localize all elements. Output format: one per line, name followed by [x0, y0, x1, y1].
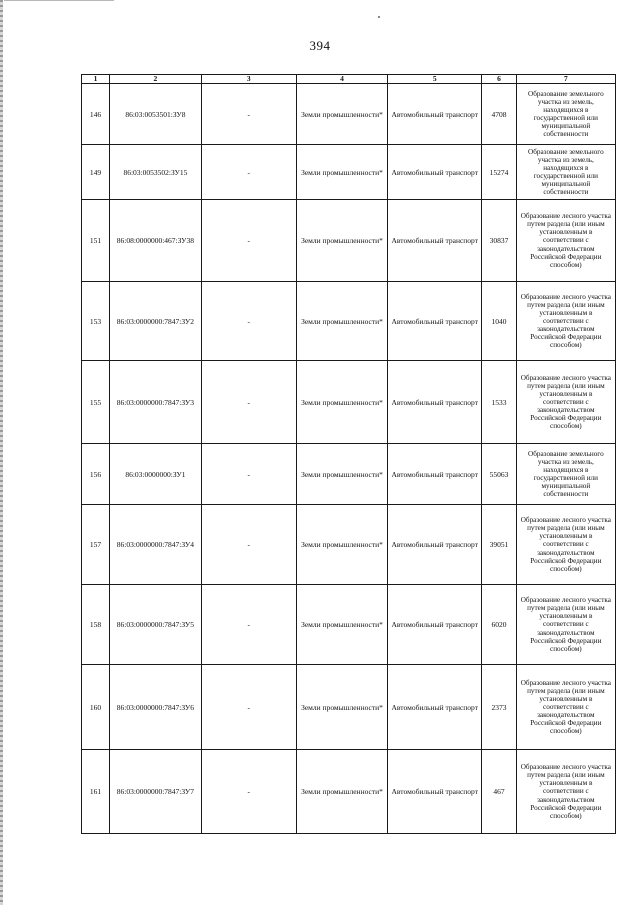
row-number: 153: [82, 282, 110, 361]
row-number: 146: [82, 84, 110, 145]
empty-cell: -: [201, 665, 296, 750]
empty-cell: -: [201, 145, 296, 200]
table-row: [82, 505, 616, 585]
formation-method: Образование лесного участка путем раздела (или иным установленным в соответствии с законодательством Российской Федерации способом): [516, 200, 615, 282]
permitted-use: Автомобильный транспорт: [388, 361, 482, 444]
formation-method: Образование земельного участка из земель, находящихся в государственной или муниципальной собственности: [516, 145, 615, 200]
row-number: 155: [82, 361, 110, 444]
cadastral-number: 86:03:0000000:7847:ЗУ4: [110, 505, 202, 585]
column-header: 2: [110, 75, 202, 84]
plot-area: 2373: [482, 665, 517, 750]
land-category: Земли промышленности*: [296, 84, 388, 145]
cadastral-number: 86:03:0000000:7847:ЗУ6: [110, 665, 202, 750]
permitted-use: Автомобильный транспорт: [388, 665, 482, 750]
cadastral-number: 86:03:0053501:ЗУ8: [110, 84, 202, 145]
row-number: 158: [82, 585, 110, 665]
table-row: [82, 585, 616, 665]
scan-artifact-line: [4, 0, 114, 1]
formation-method: Образование лесного участка путем раздела (или иным установленным в соответствии с законодательством Российской Федерации способом): [516, 505, 615, 585]
land-category: Земли промышленности*: [296, 585, 388, 665]
table-row: [82, 665, 616, 750]
scan-artifact-dot: [378, 16, 380, 18]
land-plot-table: [81, 74, 616, 834]
cadastral-number: 86:03:0053502:ЗУ15: [110, 145, 202, 200]
permitted-use: Автомобильный транспорт: [388, 145, 482, 200]
permitted-use: Автомобильный транспорт: [388, 750, 482, 834]
land-category: Земли промышленности*: [296, 361, 388, 444]
formation-method: Образование лесного участка путем раздела (или иным установленным в соответствии с законодательством Российской Федерации способом): [516, 750, 615, 834]
plot-area: 4708: [482, 84, 517, 145]
cadastral-number: 86:03:0000000:ЗУ1: [110, 444, 202, 505]
plot-area: 55063: [482, 444, 517, 505]
table-row: [82, 444, 616, 505]
plot-area: 30837: [482, 200, 517, 282]
plot-area: 15274: [482, 145, 517, 200]
column-header: 3: [201, 75, 296, 84]
column-header: 1: [82, 75, 110, 84]
permitted-use: Автомобильный транспорт: [388, 585, 482, 665]
table-header-row: [82, 75, 616, 84]
plot-area: 467: [482, 750, 517, 834]
row-number: 151: [82, 200, 110, 282]
empty-cell: -: [201, 282, 296, 361]
row-number: 157: [82, 505, 110, 585]
plot-area: 1040: [482, 282, 517, 361]
cadastral-number: 86:03:0000000:7847:ЗУ5: [110, 585, 202, 665]
scan-edge: [0, 0, 3, 905]
row-number: 160: [82, 665, 110, 750]
land-category: Земли промышленности*: [296, 444, 388, 505]
permitted-use: Автомобильный транспорт: [388, 200, 482, 282]
permitted-use: Автомобильный транспорт: [388, 282, 482, 361]
cadastral-number: 86:03:0000000:7847:ЗУ3: [110, 361, 202, 444]
table-row: [82, 84, 616, 145]
plot-area: 39051: [482, 505, 517, 585]
column-header: 7: [516, 75, 615, 84]
table-row: [82, 282, 616, 361]
empty-cell: -: [201, 361, 296, 444]
formation-method: Образование земельного участка из земель, находящихся в государственной или муниципальной собственности: [516, 84, 615, 145]
empty-cell: -: [201, 750, 296, 834]
column-header: 4: [296, 75, 388, 84]
empty-cell: -: [201, 585, 296, 665]
empty-cell: -: [201, 444, 296, 505]
formation-method: Образование лесного участка путем раздела (или иным установленным в соответствии с законодательством Российской Федерации способом): [516, 585, 615, 665]
land-category: Земли промышленности*: [296, 505, 388, 585]
land-category: Земли промышленности*: [296, 750, 388, 834]
land-category: Земли промышленности*: [296, 282, 388, 361]
empty-cell: -: [201, 84, 296, 145]
cadastral-number: 86:03:0000000:7847:ЗУ7: [110, 750, 202, 834]
land-category: Земли промышленности*: [296, 145, 388, 200]
page-number: 394: [309, 38, 331, 53]
formation-method: Образование земельного участка из земель, находящихся в государственной или муниципальной собственности: [516, 444, 615, 505]
plot-area: 1533: [482, 361, 517, 444]
formation-method: Образование лесного участка путем раздела (или иным установленным в соответствии с законодательством Российской Федерации способом): [516, 282, 615, 361]
row-number: 161: [82, 750, 110, 834]
formation-method: Образование лесного участка путем раздела (или иным установленным в соответствии с законодательством Российской Федерации способом): [516, 361, 615, 444]
permitted-use: Автомобильный транспорт: [388, 444, 482, 505]
column-header: 5: [388, 75, 482, 84]
table-row: [82, 145, 616, 200]
empty-cell: -: [201, 200, 296, 282]
table-row: [82, 750, 616, 834]
cadastral-number: 86:03:0000000:7847:ЗУ2: [110, 282, 202, 361]
cadastral-number: 86:08:0000000:467:ЗУ38: [110, 200, 202, 282]
table-row: [82, 361, 616, 444]
empty-cell: -: [201, 505, 296, 585]
land-category: Земли промышленности*: [296, 665, 388, 750]
row-number: 156: [82, 444, 110, 505]
land-category: Земли промышленности*: [296, 200, 388, 282]
formation-method: Образование лесного участка путем раздела (или иным установленным в соответствии с законодательством Российской Федерации способом): [516, 665, 615, 750]
table-row: [82, 200, 616, 282]
row-number: 149: [82, 145, 110, 200]
plot-area: 6020: [482, 585, 517, 665]
permitted-use: Автомобильный транспорт: [388, 84, 482, 145]
permitted-use: Автомобильный транспорт: [388, 505, 482, 585]
column-header: 6: [482, 75, 517, 84]
